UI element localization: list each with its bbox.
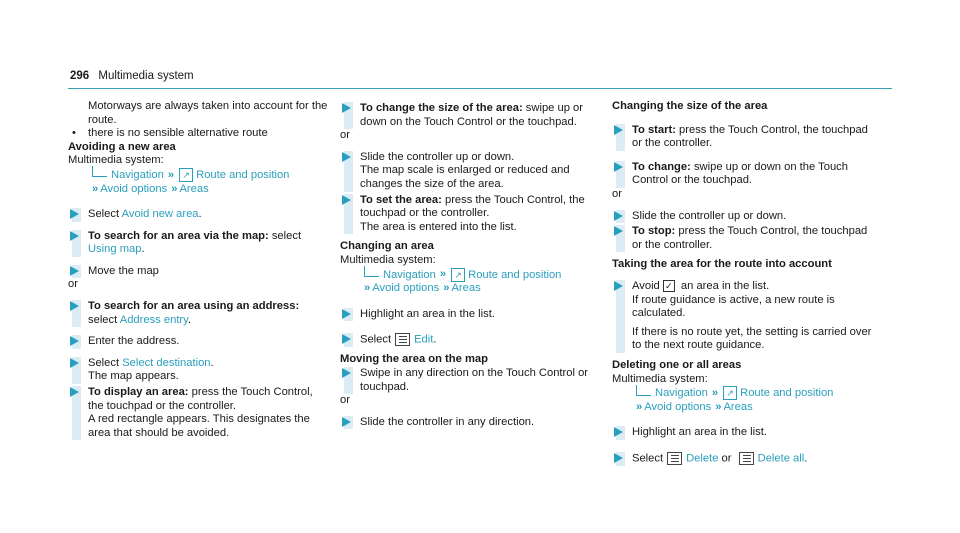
menu-icon bbox=[739, 452, 754, 465]
link-select-destination[interactable]: Select destination bbox=[122, 356, 211, 369]
double-chevron-icon: » bbox=[171, 182, 176, 195]
bullet-item: • there is no sensible alternative route bbox=[68, 127, 330, 141]
path-areas[interactable]: Areas bbox=[723, 400, 753, 413]
step-arrow-icon bbox=[70, 301, 79, 311]
system-label: Multimedia system: bbox=[612, 372, 708, 385]
path-navigation[interactable]: Navigation bbox=[383, 268, 436, 281]
step-arrow-icon bbox=[70, 266, 79, 276]
step: To display an area: press the Touch Control, the touchpad or the controller. A red rectangle appears. This designates the area that should be avoided. bbox=[68, 386, 330, 440]
column-2 bbox=[340, 100, 602, 429]
step: Select Edit. bbox=[340, 333, 602, 347]
section-heading-changing-area: Changing an area bbox=[340, 240, 434, 253]
step-arrow-icon bbox=[614, 125, 623, 135]
route-position-icon: ↗ bbox=[179, 168, 193, 182]
section-heading-taking-area: Taking the area for the route into account bbox=[612, 258, 832, 271]
step-arrow-icon bbox=[70, 231, 79, 241]
step-arrow-icon bbox=[342, 195, 351, 205]
step: To stop: press the Touch Control, the touchpad or the controller. bbox=[612, 225, 874, 252]
step: Slide the controller in any direction. bbox=[340, 416, 602, 430]
step-arrow-icon bbox=[342, 309, 351, 319]
double-chevron-icon: » bbox=[364, 282, 369, 295]
step-arrow-icon bbox=[70, 387, 79, 397]
menu-path bbox=[340, 268, 602, 296]
page-section-title: Multimedia system bbox=[98, 70, 194, 82]
step: To change: swipe up or down on the Touch Control or the touchpad. bbox=[612, 161, 874, 188]
step: Select Delete or Delete all. bbox=[612, 452, 874, 466]
step: Select Avoid new area. bbox=[68, 208, 330, 222]
double-chevron-icon: » bbox=[439, 268, 445, 281]
route-position-icon: ↗ bbox=[723, 386, 737, 400]
link-delete-all[interactable]: Delete all bbox=[757, 452, 805, 465]
menu-icon bbox=[395, 333, 410, 346]
step: To start: press the Touch Control, the touchpad or the controller. bbox=[612, 124, 874, 151]
step-arrow-icon bbox=[70, 209, 79, 219]
double-chevron-icon: » bbox=[92, 182, 97, 195]
or-text: or bbox=[340, 129, 350, 142]
step-arrow-icon bbox=[70, 358, 79, 368]
or-text: or bbox=[68, 278, 78, 291]
double-chevron-icon: » bbox=[443, 282, 448, 295]
step-arrow-icon bbox=[614, 427, 623, 437]
section-heading-deleting-areas: Deleting one or all areas bbox=[612, 358, 742, 371]
step-arrow-icon bbox=[614, 162, 623, 172]
step-arrow-icon bbox=[614, 281, 623, 291]
double-chevron-icon: » bbox=[711, 387, 717, 400]
step: To search for an area via the map: select Using map. bbox=[68, 230, 330, 257]
column-3 bbox=[612, 100, 874, 466]
route-position-icon: ↗ bbox=[451, 268, 465, 282]
double-chevron-icon: » bbox=[167, 168, 173, 181]
menu-path bbox=[612, 386, 874, 414]
step-arrow-icon bbox=[342, 103, 351, 113]
link-avoid-new-area[interactable]: Avoid new area bbox=[121, 208, 199, 221]
step: Slide the controller up or down. The map scale is enlarged or reduced and changes the size of the area. bbox=[340, 151, 602, 192]
column-1 bbox=[68, 100, 330, 440]
step: To set the area: press the Touch Control, the touchpad or the controller. The area is entered into the list. bbox=[340, 194, 602, 235]
section-heading-moving-area: Moving the area on the map bbox=[340, 353, 488, 366]
step: Select Select destination. The map appears. bbox=[68, 357, 330, 384]
section-heading-changing-size: Changing the size of the area bbox=[612, 100, 768, 112]
link-delete[interactable]: Delete bbox=[686, 452, 719, 465]
path-route-position[interactable]: Route and position bbox=[468, 268, 562, 281]
step: Avoid ✓ an area in the list. If route guidance is active, a new route is calculated. If there is no route yet, the setting is carried over to the next route guidance. bbox=[612, 280, 874, 353]
step: Highlight an area in the list. bbox=[612, 426, 874, 440]
system-label: Multimedia system: bbox=[340, 253, 436, 266]
step-arrow-icon bbox=[614, 226, 623, 236]
step: Highlight an area in the list. bbox=[340, 308, 602, 322]
link-address-entry[interactable]: Address entry bbox=[119, 313, 188, 326]
menu-icon bbox=[667, 452, 682, 465]
intro-text: Motorways are always taken into account for the route. bbox=[88, 100, 328, 126]
path-hook-icon bbox=[92, 166, 107, 177]
path-navigation[interactable]: Navigation bbox=[111, 168, 164, 181]
double-chevron-icon: » bbox=[636, 400, 641, 413]
link-using-map[interactable]: Using map bbox=[88, 243, 142, 256]
path-avoid-options[interactable]: Avoid options bbox=[644, 400, 712, 413]
step-arrow-icon bbox=[342, 417, 351, 427]
path-hook-icon bbox=[636, 385, 651, 396]
step-arrow-icon bbox=[70, 336, 79, 346]
step-arrow-icon bbox=[614, 453, 623, 463]
step: Swipe in any direction on the Touch Control or touchpad. bbox=[340, 367, 602, 394]
step-arrow-icon bbox=[342, 368, 351, 378]
menu-path bbox=[68, 168, 330, 196]
section-heading-avoid-new-area: Avoiding a new area bbox=[68, 140, 176, 153]
step: Slide the controller up or down. bbox=[612, 210, 874, 224]
step-arrow-icon bbox=[614, 211, 623, 221]
or-text: or bbox=[340, 394, 350, 407]
link-edit[interactable]: Edit bbox=[414, 333, 434, 346]
step-arrow-icon bbox=[342, 334, 351, 344]
step: To search for an area using an address: select Address entry. bbox=[68, 300, 330, 327]
path-areas[interactable]: Areas bbox=[451, 282, 481, 295]
step: To change the size of the area: swipe up or down on the Touch Control or the touchpad. bbox=[340, 102, 602, 129]
step: Enter the address. bbox=[68, 335, 330, 349]
path-navigation[interactable]: Navigation bbox=[655, 387, 708, 400]
step-arrow-icon bbox=[342, 152, 351, 162]
double-chevron-icon: » bbox=[715, 400, 720, 413]
checkbox-checked-icon: ✓ bbox=[663, 280, 675, 292]
path-hook-icon bbox=[364, 266, 379, 277]
path-route-position[interactable]: Route and position bbox=[196, 168, 290, 181]
or-text: or bbox=[612, 187, 622, 200]
path-areas[interactable]: Areas bbox=[179, 182, 209, 195]
header-rule bbox=[68, 88, 892, 89]
path-avoid-options[interactable]: Avoid options bbox=[372, 282, 440, 295]
path-avoid-options[interactable]: Avoid options bbox=[100, 182, 168, 195]
step: Move the map bbox=[68, 265, 330, 279]
page-number: 296 bbox=[70, 70, 90, 82]
page-header bbox=[70, 70, 194, 82]
path-route-position[interactable]: Route and position bbox=[740, 387, 834, 400]
system-label: Multimedia system: bbox=[68, 154, 164, 167]
